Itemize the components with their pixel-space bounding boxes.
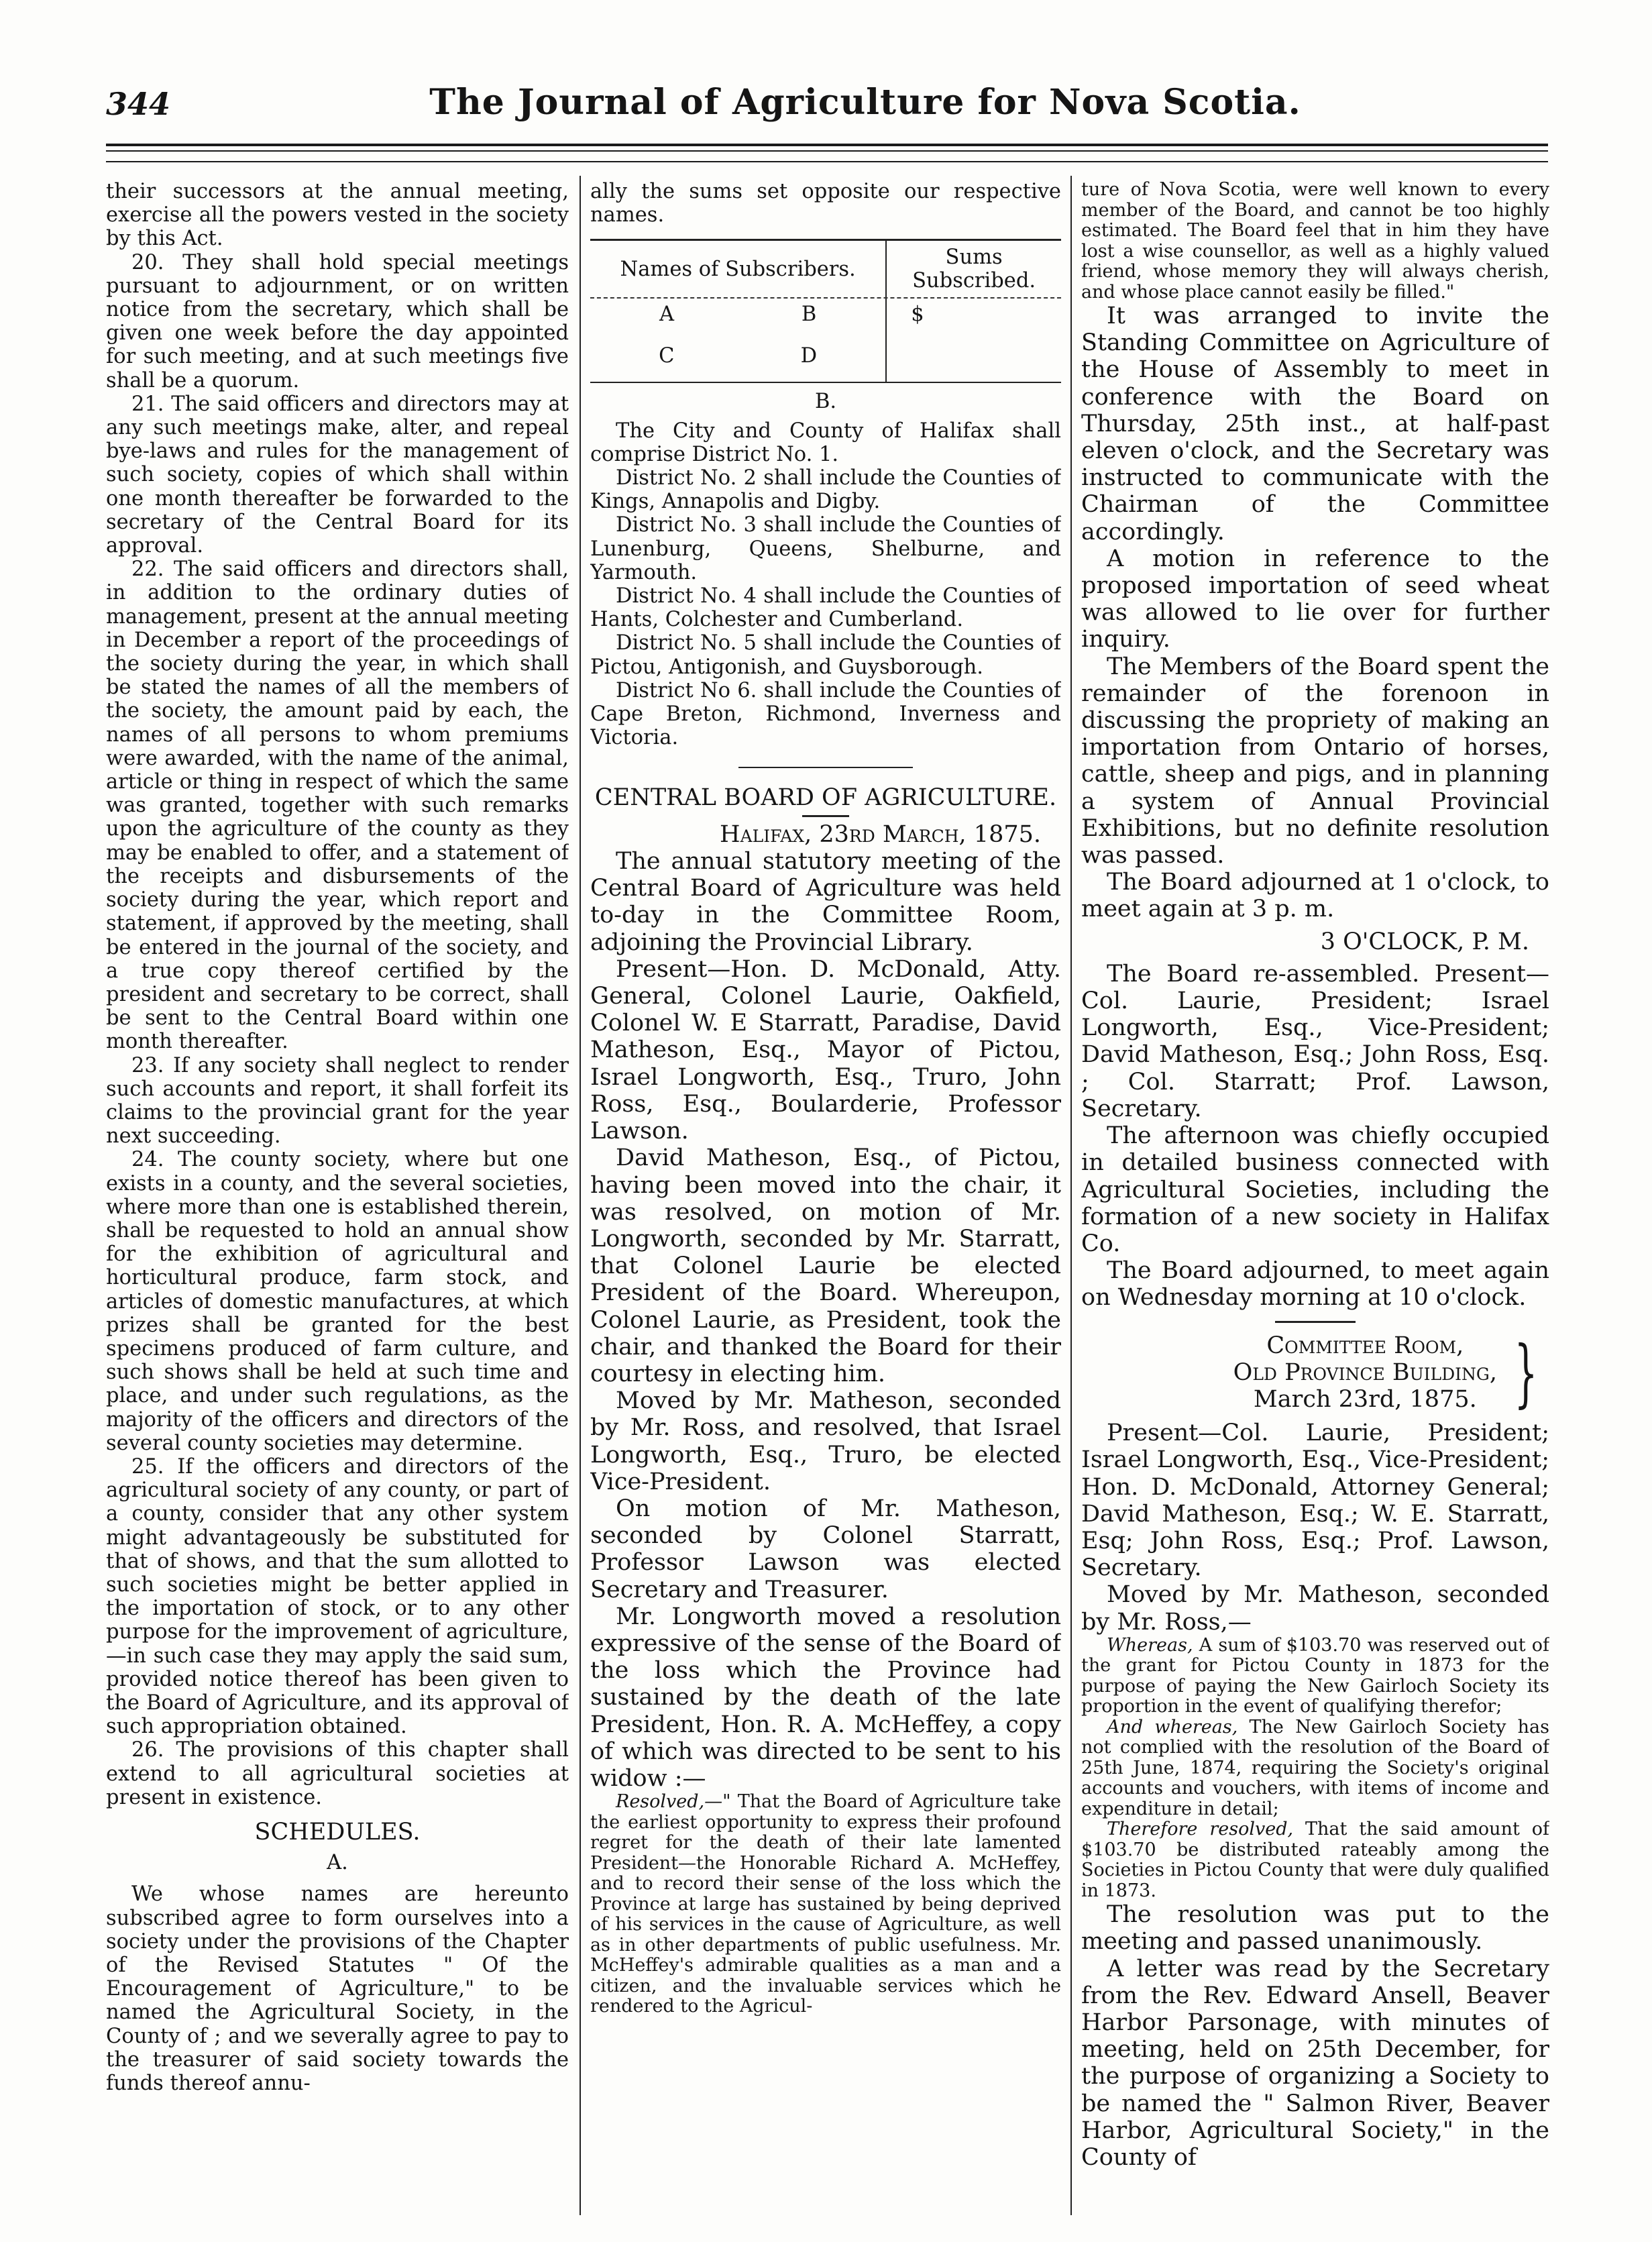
table-header-sums: Sums Subscribed. (912, 246, 1036, 293)
paragraph: The Board adjourned at 1 o'clock, to meet again at 3 p. m. (1081, 869, 1549, 923)
paragraph: The Members of the Board spent the remainder of the forenoon in discussing the propriety of making an importation from Ontario of horses, cattle, sheep and pigs, and in planning a system of Annual Provincial Exhibitions, but no definite resolution was passed. (1081, 653, 1549, 869)
paragraph: District No. 4 shall include the Counties of Hants, Colchester and Cumberland. (590, 584, 1061, 632)
resolution-lead: Resolved,— (616, 1791, 723, 1813)
paragraph: 21. The said officers and directors may at any such meetings make, alter, and repeal bye-laws and rules for the management of such society, copies of which shall within one month thereafter be forwarded to the secretary of the Central Board for its approval. (106, 392, 569, 558)
table-cell: C (659, 344, 675, 368)
brace-icon: } (1514, 1329, 1538, 1416)
header-rule-thick (106, 144, 1548, 146)
column-2 (590, 180, 1061, 2214)
resolution-continued: ture of Nova Scotia, were well known to every member of the Board, and cannot be too highly estimated. The Board feel that in him they have lost a wise counsellor, as well as a highly valued friend, whose memory they will always cherish, and whose place cannot easily be filled." (1081, 180, 1549, 303)
table-row (590, 340, 1061, 382)
article-heading: CENTRAL BOARD OF AGRICULTURE. (594, 784, 1057, 811)
column-divider-1 (580, 176, 581, 2215)
resolved-paragraph: Therefore resolved, That the said amount of $103.70 be distributed rateably among the Societies in Pictou County that were duly qualified in 1873. (1081, 1819, 1549, 1901)
paragraph: Present—Col. Laurie, President; Israel Longworth, Esq., Vice-President; Hon. D. McDonald, Attorney General; David Matheson, Esq.; W. E. Starratt, Esq; John Ross, Esq.; Prof. Lawson, Secretary. (1081, 1420, 1549, 1582)
page-number: 344 (106, 86, 171, 122)
paragraph: District No. 2 shall include the Counties of Kings, Annapolis and Digby. (590, 466, 1061, 514)
paragraph: Moved by Mr. Matheson, seconded by Mr. Ross,— (1081, 1581, 1549, 1636)
column-3 (1081, 180, 1549, 2214)
paragraph: The afternoon was chiefly occupied in detailed business connected with Agricultural Societies, including the formation of a new society in Halifax Co. (1081, 1122, 1549, 1257)
table-row (590, 299, 1061, 340)
paragraph: A letter was read by the Secretary from the Rev. Edward Ansell, Beaver Harbor Parsonage, with minutes of meeting, held on 25th December, for the purpose of organizing a Society to be named the " Salmon River, Beaver Harbor, Agricultural Society," in the County of (1081, 1955, 1549, 2172)
paragraph: Present—Hon. D. McDonald, Atty. General, Colonel Laurie, Oakfield, Colonel W. E Starratt, Paradise, David Matheson, Esq., Mayor of Pictou, Israel Longworth, Esq., Truro, John Ross, Esq., Boularderie, Professor Lawson. (590, 955, 1061, 1145)
table-cell: A (659, 303, 674, 327)
table-cell: B (801, 303, 817, 327)
time-heading: 3 O'CLOCK, P. M. (1320, 928, 1529, 955)
paragraph: District No. 3 shall include the Counties of Lunenburg, Queens, Shelburne, and Yarmouth. (590, 513, 1061, 584)
table-cell (887, 340, 1061, 382)
paragraph: David Matheson, Esq., of Pictou, having been moved into the chair, it was resolved, on motion of Mr. Longworth, seconded by Mr. Starratt, that Colonel Laurie be elected President of the Board. Whereupon, Colonel Laurie, as President, took the chair, and thanked the Board for their courtesy in electing him. (590, 1144, 1061, 1387)
paragraph: The City and County of Halifax shall comprise District No. 1. (590, 419, 1061, 466)
table-cell: D (800, 344, 818, 368)
paragraph: It was arranged to invite the Standing Committee on Agriculture of the House of Assembly to meet in conference with the Board on Thursday, 25th inst., at half-past eleven o'clock, and the Secretary was instructed to communicate with the Chairman of the Committee accordingly. (1081, 303, 1549, 545)
location-block (1081, 1329, 1549, 1416)
paragraph: 23. If any society shall neglect to render such accounts and report, it shall forfeit its claims to the provincial grant for the year next succeeding. (106, 1053, 569, 1149)
paragraph: The resolution was put to the meeting and passed unanimously. (1081, 1901, 1549, 1956)
whereas-paragraph: And whereas, The New Gairloch Society has not complied with the resolution of the Board of 25th June, 1874, requiring the Society's original accounts and vouchers, with items of income and expenditure in detail; (1081, 1716, 1549, 1819)
whereas-paragraph: Whereas, A sum of $103.70 was reserved out of the grant for Pictou County in 1873 for the purpose of paying the New Gairloch Society its proportion in the event of qualifying therefor; (1081, 1634, 1549, 1717)
paragraph: District No. 5 shall include the Counties of Pictou, Antigonish, and Guysborough. (590, 631, 1061, 679)
paragraph: 22. The said officers and directors shall, in addition to the ordinary duties of management, present at the annual meeting in December a report of the proceedings of the society during the year, in which shall be stated the names of all the members of the society, the amount paid by each, the names of all persons to whom premiums were awarded, with the name of the animal, article or thing in respect of which the same was granted, together with such remarks upon the agriculture of the county as they may be enabled to offer, and a statement of the receipts and disbursements of the society during the year, which report and statement, if approved by the meeting, shall be entered in the journal of the society, and a true copy thereof certified by the president and secretary to be correct, shall be sent to the Central Board within one month thereafter. (106, 557, 569, 1054)
section-divider (590, 755, 1061, 778)
paragraph: The annual statutory meeting of the Central Board of Agriculture was held to-day in the Committee Room, adjoining the Provincial Library. (590, 848, 1061, 956)
schedules-heading: SCHEDULES. (254, 1819, 421, 1846)
header-rule-thin (106, 150, 1548, 152)
running-title: The Journal of Agriculture for Nova Scotia. (429, 82, 1301, 123)
location-line: Committee Room, (1266, 1332, 1464, 1359)
table-header-names: Names of Subscribers. (590, 241, 887, 297)
table-cell: $ (911, 303, 924, 327)
paragraph: The Board adjourned, to meet again on Wednesday morning at 10 o'clock. (1081, 1257, 1549, 1312)
paragraph: ally the sums set opposite our respective names. (590, 180, 1061, 227)
location-line: Old Province Building, (1233, 1358, 1497, 1386)
paragraph: 20. They shall hold special meetings pursuant to adjournment, or on written notice from the secretary, which shall be given one week before the day appointed for such meeting, and at such meetings five shall be a quorum. (106, 250, 569, 392)
paragraph: We whose names are hereunto subscribed agree to form ourselves into a society under the provisions of the Chapter of the Revised Statutes " Of the Encouragement of Agriculture," to be named the Agricultural Society, in the County of ; and we severally agree to pay to the treasurer of said society towards the funds thereof annu- (106, 1882, 569, 2096)
column-1 (106, 180, 569, 2214)
paragraph: 24. The county society, where but one exists in a county, and the several societies, where more than one is established therein, shall be requested to hold an annual show for the exhibition of agricultural and horticultural produce, farm stock, and articles of domestic manufactures, at which prizes shall be granted for the best specimens produced of farm culture, and such shows shall be held at such time and place, and under such regulations, as the majority of the officers and directors of the several county societies may determine. (106, 1148, 569, 1455)
paragraph: The Board re-assembled. Present—Col. Laurie, President; Israel Longworth, Esq., Vice-President; David Matheson, Esq.; John Ross, Esq. ; Col. Starratt; Prof. Lawson, Secretary. (1081, 960, 1549, 1122)
paragraph: A motion in reference to the proposed importation of seed wheat was allowed to lie over for further inquiry. (1081, 545, 1549, 653)
resolution-text: Resolved,—" That the Board of Agriculture take the earliest opportunity to express their profound regret for the death of their late lamented President—the Honorable Richard A. McHeffey, and to record their sense of the loss which the Province at large has sustained by being deprived of his services in the cause of Agriculture, as well as in other departments of public usefulness. Mr. McHeffey's admirable qualities as a man and a citizen, and the invaluable services which he rendered to the Agricul- (590, 1791, 1061, 2017)
dateline: Halifax, 23rd March, 1875. (720, 820, 1041, 848)
subscribers-table (590, 239, 1061, 383)
paragraph: 26. The provisions of this chapter shall extend to all agricultural societies at present in existence. (106, 1738, 569, 1809)
column-divider-2 (1070, 176, 1072, 2215)
paragraph: their successors at the annual meeting, exercise all the powers vested in the society by this Act. (106, 180, 569, 251)
paragraph: District No 6. shall include the Counties of Cape Breton, Richmond, Inverness and Victoria. (590, 678, 1061, 750)
heading-rule (802, 815, 849, 817)
section-rule (1275, 1321, 1356, 1323)
paragraph: On motion of Mr. Matheson, seconded by Colonel Starratt, Professor Lawson was elected Secretary and Treasurer. (590, 1495, 1061, 1603)
paragraph: Mr. Longworth moved a resolution expressive of the sense of the Board of the loss which the Province had sustained by the death of the late President, Hon. R. A. McHeffey, a copy of which was directed to be sent to his widow :— (590, 1603, 1061, 1792)
header-rule-thin-2 (106, 161, 1548, 162)
location-date: March 23rd, 1875. (1253, 1385, 1477, 1413)
schedule-b-heading: B. (814, 390, 837, 414)
schedule-a-heading: A. (327, 1851, 348, 1875)
paragraph: Moved by Mr. Matheson, seconded by Mr. Ross, and resolved, that Israel Longworth, Esq., Truro, be elected Vice-President. (590, 1387, 1061, 1495)
paragraph: 25. If the officers and directors of the agricultural society of any county, or part of a county, consider that any other system might advantageously be substituted for that of shows, and that the sum allotted to such societies might be better applied in the importation of stock, or to any other purpose for the improvement of agriculture,—in such case they may apply the said sum, provided notice thereof has been given to the Board of Agriculture, and its approval of such appropriation obtained. (106, 1454, 569, 1739)
